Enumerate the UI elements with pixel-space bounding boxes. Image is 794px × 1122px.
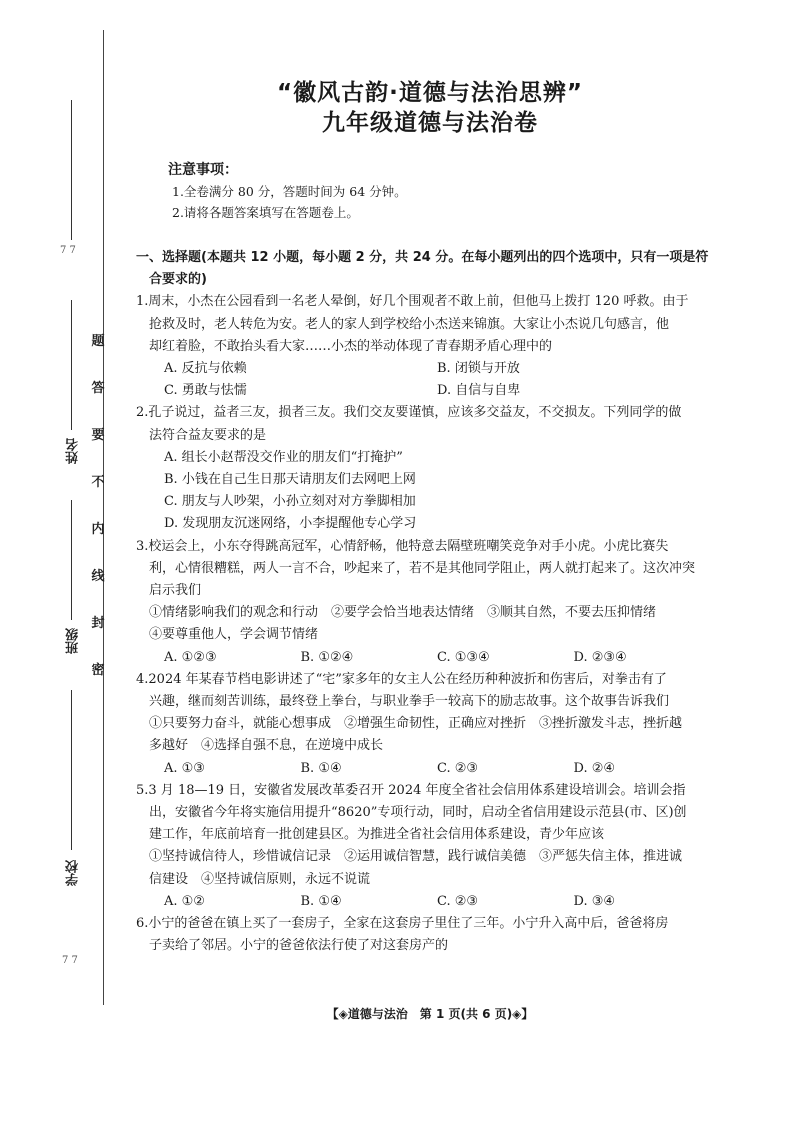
option-d: D. 发现朋友沉迷网络，小李提醒他专心学习	[164, 516, 417, 532]
option-b: B. 小钱在自己生日那天请朋友们去网吧上网	[164, 472, 416, 488]
statement-line: 多越好 ④选择自强不息，在逆境中成长	[149, 738, 384, 754]
question-stem-line: 却红着脸，不敢抬头看大家……小杰的举动体现了青春期矛盾心理中的	[149, 338, 553, 354]
notice-heading: 注意事项：	[168, 162, 238, 178]
question-stem-line: 建工作，年底前培育一批创建县区。为推进全省社会信用体系建设，青少年应该	[149, 827, 605, 843]
class-blank-line	[71, 500, 72, 620]
options-row	[136, 891, 710, 913]
seal-warning	[88, 330, 108, 706]
school-label: 学校	[66, 860, 81, 886]
section-heading	[136, 247, 710, 291]
option-a: A. 反抗与依赖	[164, 361, 247, 377]
question-6	[136, 913, 710, 957]
option-c: C. 朋友与人吵架，小孙立刻对对方拳脚相加	[164, 494, 416, 510]
seal-warning-char: 题	[91, 334, 105, 349]
question-stem-line: 2.孔子说过，益者三友，损者三友。我们交友要谨慎，应该多交益友，不交损友。下列同学的做	[136, 405, 682, 421]
option-d: D. ②④	[573, 760, 616, 776]
seal-warning-char: 封	[91, 616, 105, 631]
section-heading-line: 一、选择题(本题共 12 小题，每小题 2 分，共 24 分。在每小题列出的四个选项中，只有一项是符	[136, 250, 709, 265]
options-row	[136, 647, 710, 669]
seal-warning-char: 内	[91, 522, 105, 537]
notice-item: 2.请将各题答案填写在答题卷上。	[172, 205, 359, 220]
question-content	[136, 247, 710, 958]
question-stem-line: 4.2024 年某春节档电影讲述了“宅”家多年的女主人公在经历种种波折和伤害后，对拳击有了	[136, 671, 667, 687]
statement-line: ①只要努力奋斗，就能心想事成 ②增强生命韧性，正确应对挫折 ③挫折激发斗志，挫折越	[149, 716, 683, 732]
statement-line: ①坚持诚信待人，珍惜诚信记录 ②运用诚信智慧，践行诚信美德 ③严惩失信主体，推进诚	[149, 849, 683, 865]
bottom-mark: 7 7	[62, 955, 78, 966]
option-d: D. 自信与自卑	[437, 383, 521, 399]
question-stem-line: 6.小宁的爸爸在镇上买了一套房子，全家在这套房子里住了三年。小宁升入高中后，爸爸将房	[136, 916, 669, 932]
options-row	[136, 358, 710, 380]
question-1	[136, 291, 710, 402]
top-mark: 7 7	[60, 245, 76, 256]
question-stem-line: 5.3 月 18—19 日，安徽省发展改革委召开 2024 年度全省社会信用体系建设培训会。培训会指	[136, 782, 686, 798]
section-heading-line: 合要求的)	[149, 272, 207, 288]
question-stem-line: 法符合益友要求的是	[149, 427, 267, 443]
statement-line: ④要尊重他人，学会调节情绪	[149, 627, 319, 643]
option-c: C. ②③	[437, 760, 479, 776]
statement-line: ①情绪影响我们的观念和行动 ②要学会恰当地表达情绪 ③顺其自然，不要去压抑情绪	[149, 605, 657, 621]
option-a: A. ①②③	[164, 649, 217, 665]
question-stem-line: 启示我们	[149, 583, 202, 599]
options-row	[136, 758, 710, 780]
class-label: 班级	[66, 628, 81, 654]
seal-warning-char: 要	[91, 428, 105, 443]
question-stem-line: 1.周末，小杰在公园看到一名老人晕倒，好几个围观者不敢上前，但他马上拨打 120 呼救。由于	[136, 294, 689, 310]
question-stem-line: 利，心情很糟糕，两人一言不合，吵起来了，若不是其他同学阻止，两人就打起来了。这次冲突	[149, 560, 696, 576]
seal-warning-char: 线	[91, 569, 105, 584]
seal-warning-char: 答	[91, 381, 105, 396]
exam-subtitle: 九年级道德与法治卷	[322, 110, 538, 136]
option-b: B. ①④	[300, 893, 342, 909]
school-blank-line	[71, 690, 72, 850]
option-b: B. 闭锁与开放	[437, 361, 520, 377]
option-b: B. ①④	[300, 760, 342, 776]
question-stem-line: 子卖给了邻居。小宁的爸爸依法行使了对这套房产的	[149, 938, 449, 954]
binding-margin	[0, 0, 118, 1122]
question-2	[136, 402, 710, 535]
option-a: A. ①②	[164, 893, 205, 909]
option-d: D. ③④	[573, 893, 616, 909]
options-row	[136, 380, 710, 402]
option-c: C. ②③	[437, 893, 479, 909]
page-footer: 【◈道德与法治 第 1 页(共 6 页)◈】	[326, 1007, 534, 1021]
option-a: A. ①③	[164, 760, 205, 776]
question-stem-line: 出，安徽省今年将实施信用提升“8620”专项行动，同时，启动全省信用建设示范县(市、区)创	[149, 805, 687, 821]
exam-title: “徽风古韵·道德与法治思辨”	[277, 80, 583, 106]
name-label: 姓名	[66, 438, 81, 464]
option-d: D. ②③④	[573, 649, 627, 665]
question-3	[136, 536, 710, 669]
seal-warning-char: 不	[91, 475, 105, 490]
question-stem-line: 抢救及时，老人转危为安。老人的家人到学校给小杰送来锦旗。大家让小杰说几句感言，他	[149, 316, 670, 332]
question-stem-line: 3.校运会上，小东夺得跳高冠军，心情舒畅，他特意去隔壁班嘲笑竞争对手小虎。小虎比赛失	[136, 538, 669, 554]
question-5	[136, 780, 710, 913]
blank-line-top	[71, 100, 72, 240]
option-c: C. ①③④	[437, 649, 490, 665]
seal-warning-char: 密	[91, 663, 105, 678]
option-c: C. 勇敢与怯懦	[164, 383, 247, 399]
question-4	[136, 669, 710, 780]
option-a: A. 组长小赵帮没交作业的朋友们“打掩护”	[164, 449, 403, 465]
option-b: B. ①②④	[300, 649, 354, 665]
statement-line: 信建设 ④坚持诚信原则，永远不说谎	[149, 871, 371, 887]
notice-block	[168, 160, 407, 223]
name-blank-line	[71, 300, 72, 430]
notice-item: 1.全卷满分 80 分，答题时间为 64 分钟。	[172, 184, 407, 199]
question-stem-line: 兴趣，继而刻苦训练，最终登上拳台，与职业拳手一较高下的励志故事。这个故事告诉我们	[149, 694, 670, 710]
